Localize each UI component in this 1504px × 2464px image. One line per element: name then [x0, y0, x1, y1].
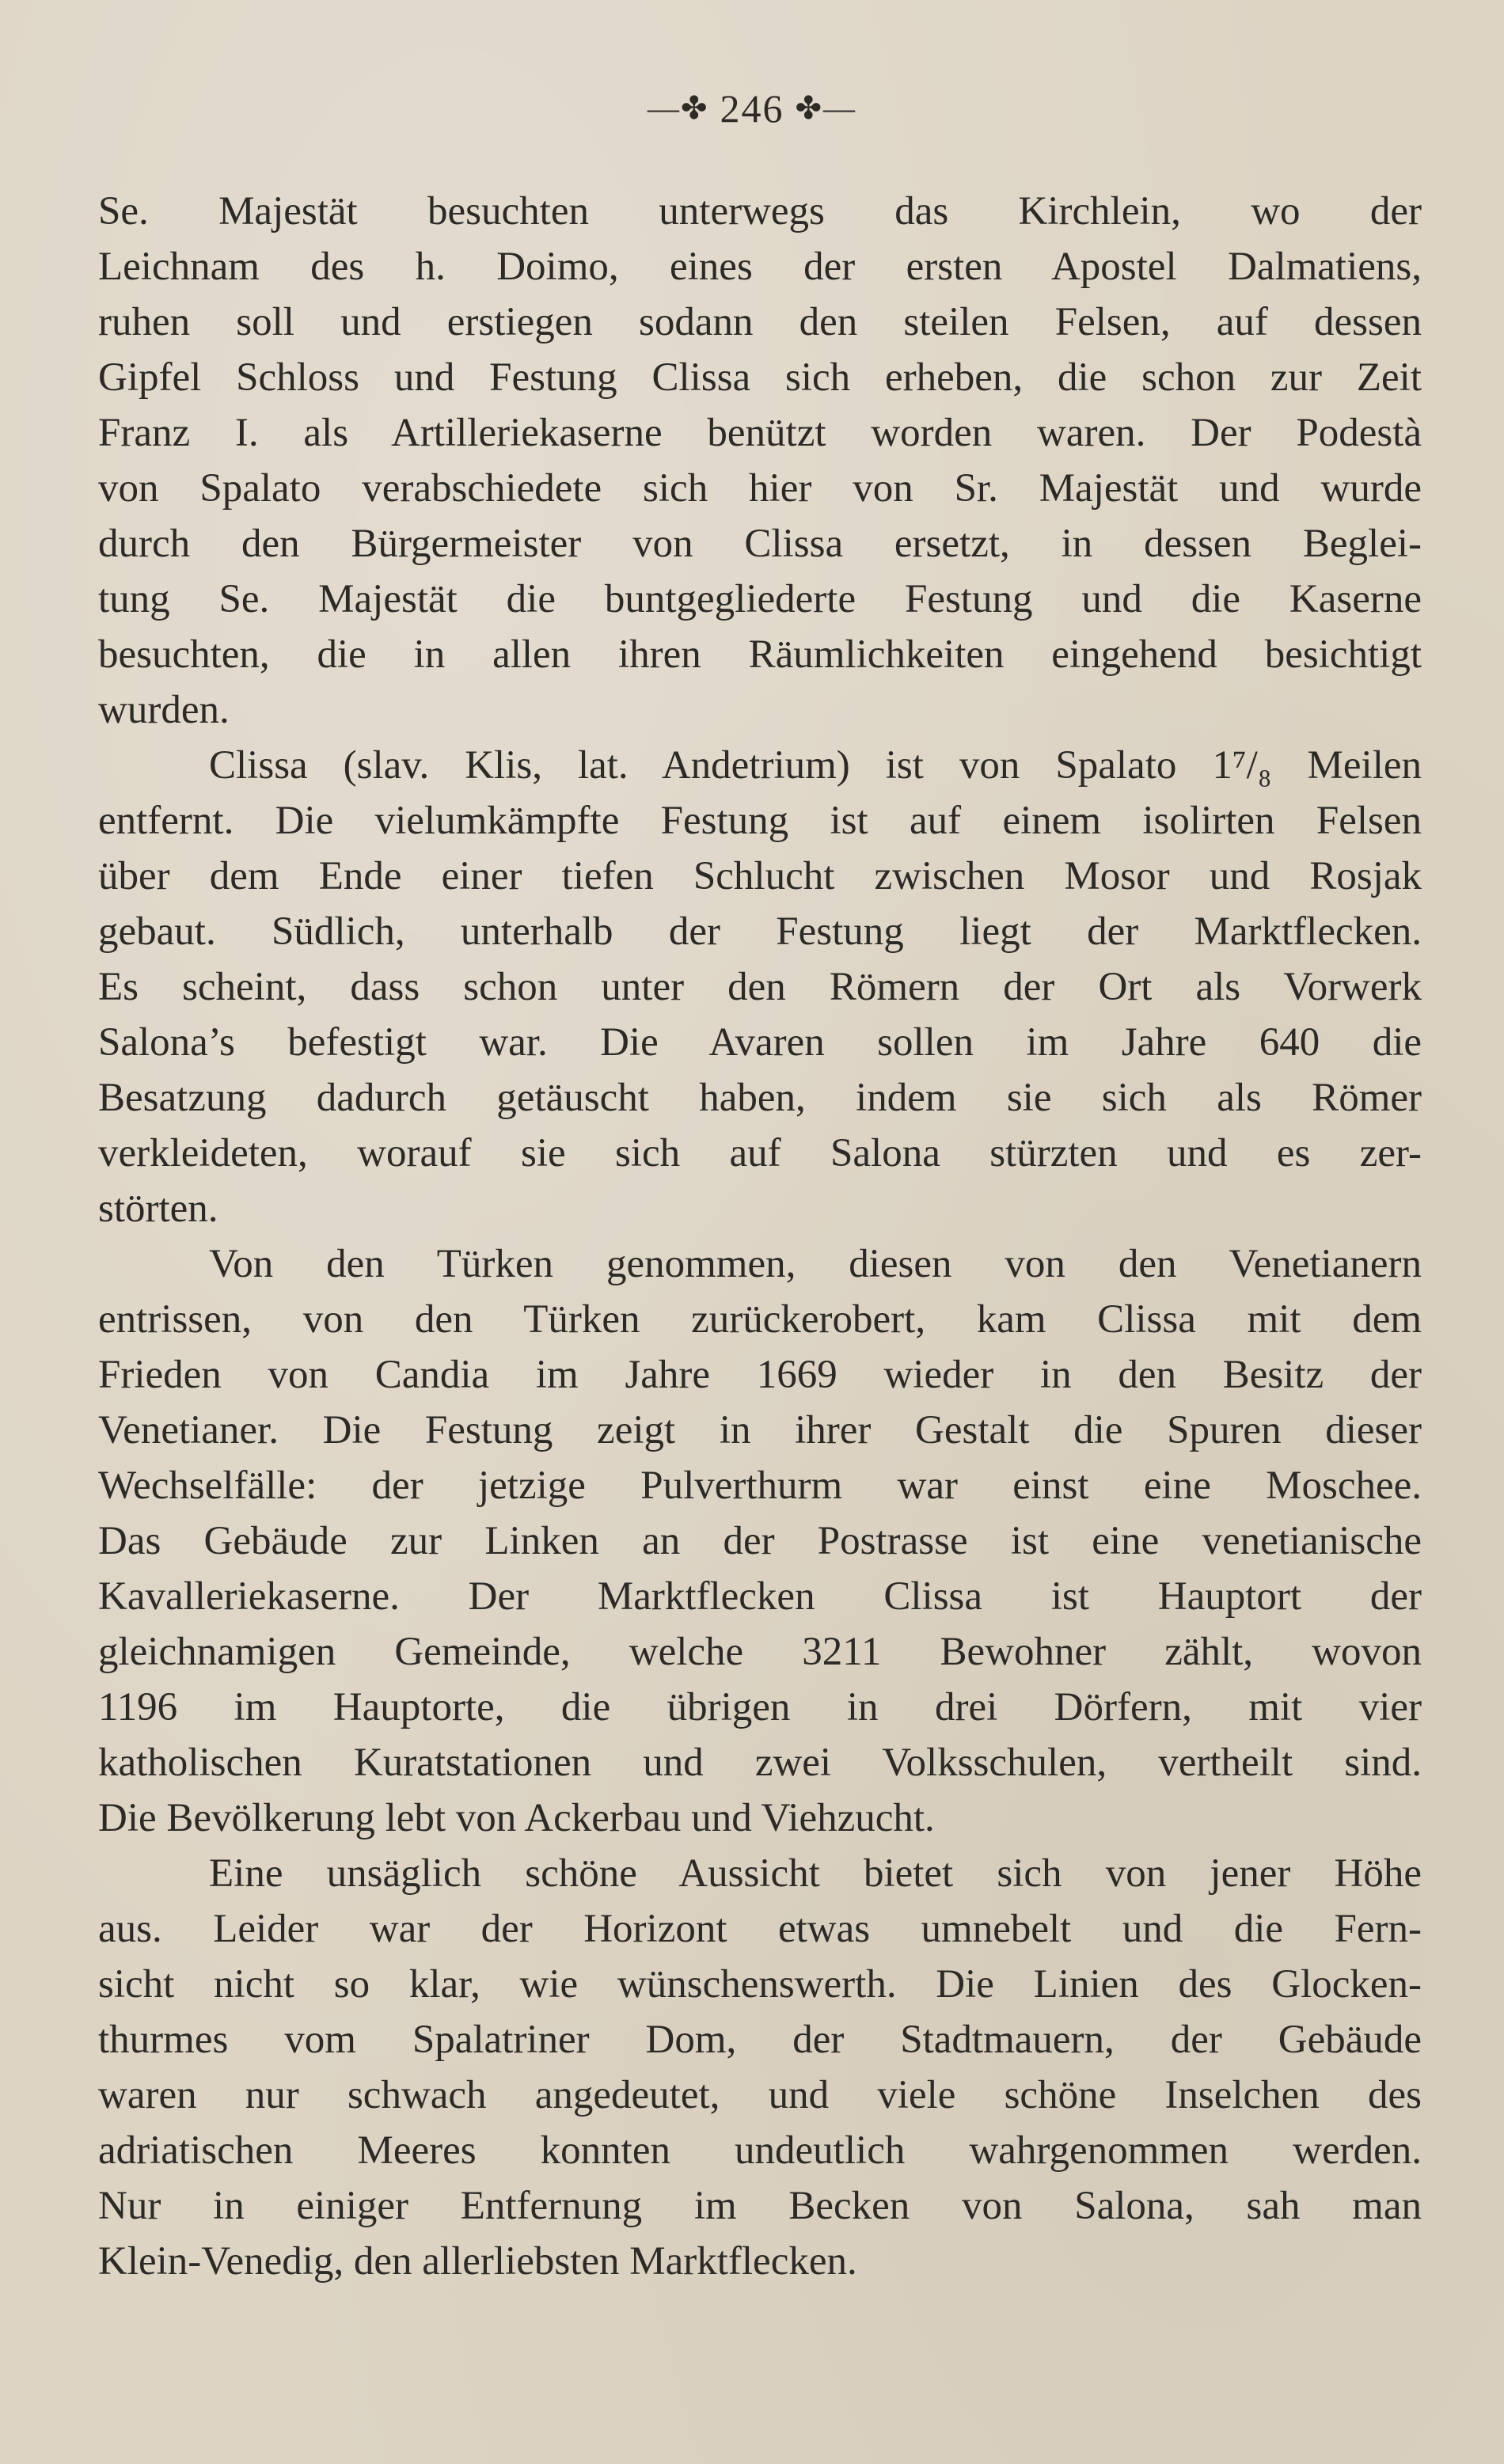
text-line: Eine unsäglich schöne Aussicht bietet sich von jener Höhe: [209, 1851, 1422, 1896]
text-line: Nur in einiger Entfernung im Becken von Salona, sah man: [98, 2184, 1422, 2228]
text-line: von Spalato verabschiedete sich hier von Sr. Majestät und wurde: [98, 466, 1422, 511]
text-line: Se. Majestät besuchten unterwegs das Kirchlein, wo der: [98, 189, 1422, 233]
text-line: gebaut. Südlich, unterhalb der Festung liegt der Marktflecken.: [98, 909, 1422, 954]
text-line: Clissa (slav. Klis, lat. Andetrium) ist von Spalato 1⁷/₈ Meilen: [209, 743, 1422, 788]
text-line: Franz I. als Artilleriekaserne benützt worden waren. Der Podestà: [98, 411, 1422, 455]
text-line: thurmes vom Spalatriner Dom, der Stadtmauern, der Gebäude: [98, 2018, 1422, 2062]
text-line: ruhen soll und erstiegen sodann den steilen Felsen, auf dessen: [98, 300, 1422, 344]
text-line: Gipfel Schloss und Festung Clissa sich erheben, die schon zur Zeit: [98, 355, 1422, 400]
text-line: Salona’s befestigt war. Die Avaren sollen im Jahre 640 die: [98, 1020, 1422, 1065]
text-line: Klein-Venedig, den allerliebsten Marktflecken.: [98, 2239, 857, 2284]
text-line: verkleideten, worauf sie sich auf Salona stürzten und es zer-: [98, 1131, 1422, 1175]
text-line: über dem Ende einer tiefen Schlucht zwischen Mosor und Rosjak: [98, 854, 1422, 898]
text-line: Leichnam des h. Doimo, eines der ersten Apostel Dalmatiens,: [98, 245, 1422, 289]
text-line: entfernt. Die vielumkämpfte Festung ist auf einem isolirten Felsen: [98, 799, 1422, 843]
text-line: entrissen, von den Türken zurückerobert, kam Clissa mit dem: [98, 1297, 1422, 1342]
text-line: Frieden von Candia im Jahre 1669 wieder in den Besitz der: [98, 1353, 1422, 1397]
ornament-right: ✤—: [795, 90, 857, 126]
page-number: [0, 85, 1504, 131]
text-line: Die Bevölkerung lebt von Ackerbau und Viehzucht.: [98, 1796, 935, 1840]
page-number-text: 246: [720, 86, 784, 131]
text-line: durch den Bürgermeister von Clissa ersetzt, in dessen Beglei-: [98, 522, 1422, 566]
text-line: adriatischen Meeres konnten undeutlich wahrgenommen werden.: [98, 2128, 1422, 2173]
text-line: Das Gebäude zur Linken an der Postrasse ist eine venetianische: [98, 1519, 1422, 1563]
text-line: besuchten, die in allen ihren Räumlichkeiten eingehend besichtigt: [98, 632, 1422, 677]
text-line: wurden.: [98, 688, 230, 732]
body-text: [98, 184, 1422, 2289]
ornament-left: —✤: [647, 90, 709, 126]
text-line: sicht nicht so klar, wie wünschenswerth. Die Linien des Glocken-: [98, 1962, 1422, 2007]
text-line: tung Se. Majestät die buntgegliederte Festung und die Kaserne: [98, 577, 1422, 621]
text-line: waren nur schwach angedeutet, und viele schöne Inselchen des: [98, 2073, 1422, 2117]
text-line: Venetianer. Die Festung zeigt in ihrer Gestalt die Spuren dieser: [98, 1408, 1422, 1452]
text-line: Kavalleriekaserne. Der Marktflecken Clissa ist Hauptort der: [98, 1574, 1422, 1619]
text-line: gleichnamigen Gemeinde, welche 3211 Bewohner zählt, wovon: [98, 1630, 1422, 1674]
text-line: 1196 im Hauptorte, die übrigen in drei Dörfern, mit vier: [98, 1685, 1422, 1729]
text-line: störten.: [98, 1186, 218, 1231]
text-line: aus. Leider war der Horizont etwas umnebelt und die Fern-: [98, 1907, 1422, 1951]
text-line: Besatzung dadurch getäuscht haben, indem sie sich als Römer: [98, 1076, 1422, 1120]
text-line: katholischen Kuratstationen und zwei Volksschulen, vertheilt sind.: [98, 1741, 1422, 1785]
text-line: Es scheint, dass schon unter den Römern der Ort als Vorwerk: [98, 965, 1422, 1009]
text-line: Von den Türken genommen, diesen von den Venetianern: [209, 1242, 1422, 1286]
text-line: Wechselfälle: der jetzige Pulverthurm war einst eine Moschee.: [98, 1464, 1422, 1508]
